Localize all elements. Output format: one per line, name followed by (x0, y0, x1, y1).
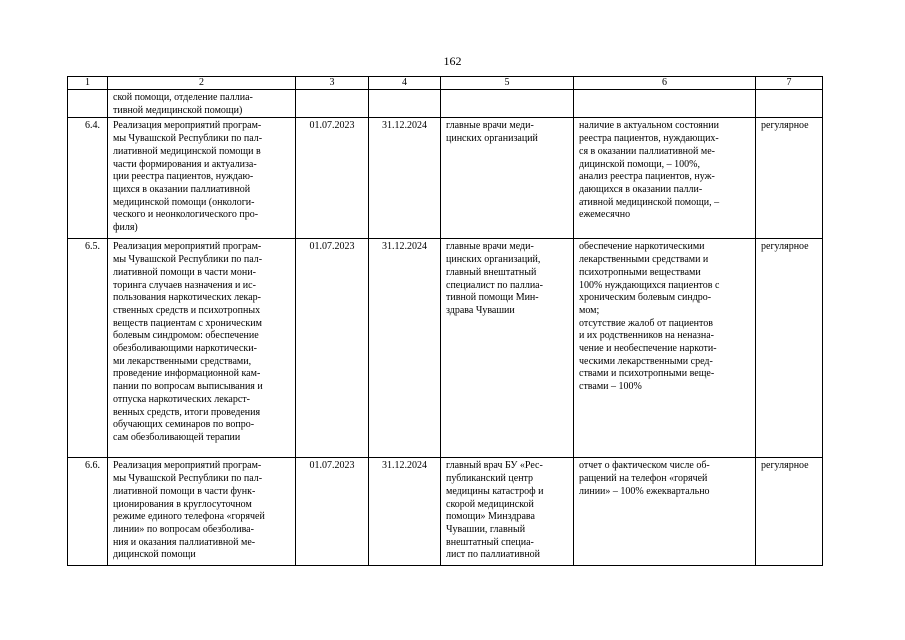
column-header: 1 (68, 77, 108, 90)
end-date-cell: 31.12.2024 (369, 458, 441, 566)
start-date-cell: 01.07.2023 (296, 118, 369, 239)
indicator-cell: обеспечение наркотическими лекарственными средствами и психотропными веществами 100% нуждающихся пациентов с хроническим болевым синдро- мом; отсутствие жалоб от пациентов и их родственников на неназна- чение и необеспечение наркоти- ческими лекарственными сред- ствами и психотропными веще- ствами – 100% (574, 239, 756, 458)
periodicity-cell: регулярное (756, 239, 823, 458)
activity-cell: Реализация мероприятий програм- мы Чувашской Республики по пал- лиативной помощи в части функ- ционирования в круглосуточном режиме единого телефона «горячей линии» по вопросам обезболива- ния и оказания паллиативной ме- дицинской помощи (108, 458, 296, 566)
end-date-cell: 31.12.2024 (369, 118, 441, 239)
responsible-cell: главный врач БУ «Рес- публиканский центр медицины катастроф и скорой медицинской помощи» Минздрава Чувашии, главный внештатный специа- лист по паллиативной (441, 458, 574, 566)
column-header: 6 (574, 77, 756, 90)
activity-cell: Реализация мероприятий програм- мы Чувашской Республики по пал- лиативной помощи в части мони- торинга случаев назначения и ис- пользования наркотических лекар- ственных средств и психотропных веществ пациентам с хроническим болевым синдромом: обеспечение обезболивающими наркотически- ми лекарственными средствами, проведение информационной кам- пании по вопросам выписывания и отпуска наркотических лекарст- венных средств, итоги проведения обучающих семинаров по вопро- сам обезболивающей терапии (108, 239, 296, 458)
start-date-cell: 01.07.2023 (296, 239, 369, 458)
start-date-cell (296, 90, 369, 118)
table-header-row (68, 77, 823, 90)
periodicity-cell (756, 90, 823, 118)
page-number: 162 (443, 54, 462, 68)
periodicity-cell: регулярное (756, 458, 823, 566)
column-header: 3 (296, 77, 369, 90)
column-header: 4 (369, 77, 441, 90)
row-number-cell: 6.5. (68, 239, 108, 458)
column-header: 5 (441, 77, 574, 90)
table-row (68, 458, 823, 566)
measures-table (67, 76, 823, 566)
table-row (68, 118, 823, 239)
indicator-cell: отчет о фактическом числе об- ращений на телефон «горячей линии» – 100% ежеквартально (574, 458, 756, 566)
responsible-cell: главные врачи меди- цинских организаций (441, 118, 574, 239)
activity-cell: ской помощи, отделение паллиа- тивной медицинской помощи) (108, 90, 296, 118)
row-number-cell: 6.4. (68, 118, 108, 239)
column-header: 7 (756, 77, 823, 90)
indicator-cell: наличие в актуальном состоянии реестра пациентов, нуждающих- ся в оказании паллиативной ме- дицинской помощи, – 100%, анализ реестра пациентов, нуж- дающихся в оказании палли- ативной медицинской помощи, – ежемесячно (574, 118, 756, 239)
table-row (68, 90, 823, 118)
responsible-cell (441, 90, 574, 118)
row-number-cell: 6.6. (68, 458, 108, 566)
table-row (68, 239, 823, 458)
end-date-cell (369, 90, 441, 118)
activity-cell: Реализация мероприятий програм- мы Чувашской Республики по пал- лиативной медицинской помощи в части формирования и актуализа- ции реестра пациентов, нуждаю- щихся в оказании паллиативной медицинской помощи (онкологи- ческого и неонкологического про- филя) (108, 118, 296, 239)
periodicity-cell: регулярное (756, 118, 823, 239)
responsible-cell: главные врачи меди- цинских организаций, главный внештатный специалист по паллиа- тивной помощи Мин- здрава Чувашии (441, 239, 574, 458)
end-date-cell: 31.12.2024 (369, 239, 441, 458)
row-number-cell (68, 90, 108, 118)
start-date-cell: 01.07.2023 (296, 458, 369, 566)
indicator-cell (574, 90, 756, 118)
column-header: 2 (108, 77, 296, 90)
